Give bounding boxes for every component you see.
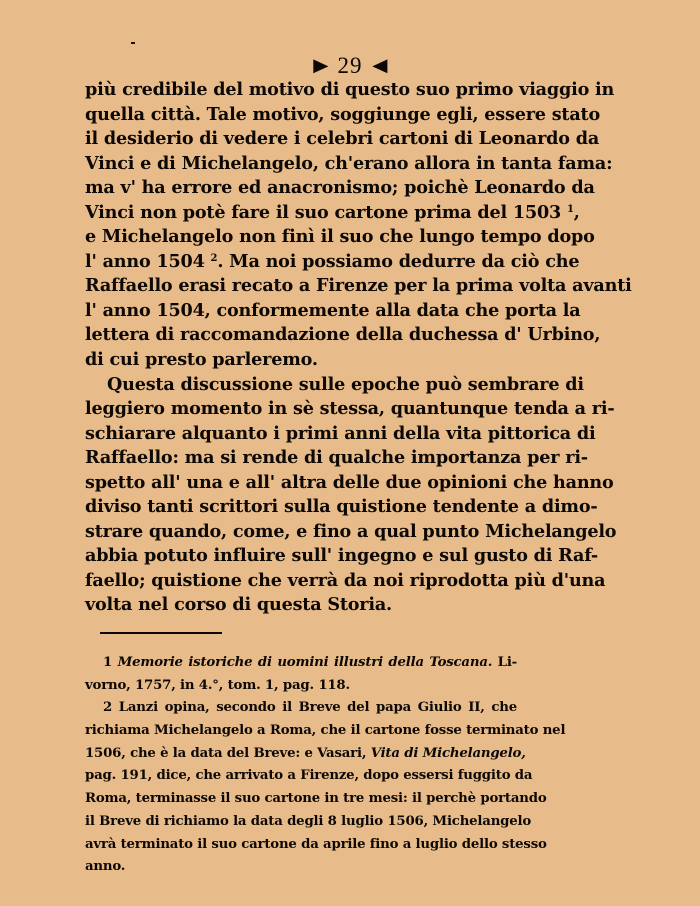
text-line: di cui presto parleremo. (85, 349, 318, 371)
footnote-number: 1 (103, 655, 113, 670)
text-line: strare quando, come, e fino a qual punto Michelangelo (85, 520, 617, 542)
text-line: leggiero momento in sè stessa, quantunque tenda a ri- (85, 398, 615, 420)
footnote-text: Li- (492, 655, 518, 670)
main-text (85, 78, 632, 618)
footnote-text: Lanzi opina, secondo il Breve del papa Giulio II, che (118, 700, 517, 716)
footnote-ref: 1 (567, 203, 574, 215)
text-line-content: l' anno 1504 (85, 250, 205, 272)
right-ornament-icon: ◀ (371, 55, 388, 76)
text-line: ma v' ha errore ed anacronismo; poichè Leonardo da (85, 177, 595, 199)
text-line: diviso tanti scrittori sulla quistione tendente a dimo- (85, 496, 598, 518)
text-line-content: . Ma noi possiamo dedurre da ciò che (217, 250, 580, 272)
footnote-line: pag. 191, dice, che arrivato a Firenze, dopo essersi fuggito da (85, 768, 533, 784)
text-line: più credibile del motivo di questo suo primo viaggio in (85, 79, 615, 100)
footnote-number: 2 (103, 700, 113, 716)
text-line: spetto all' una e all' altra delle due opinioni che hanno (85, 471, 614, 493)
footnotes (85, 652, 566, 879)
footnote-line: avrà terminato il suo cartone da aprile fino a luglio dello stesso (85, 836, 547, 852)
footnote-divider (100, 632, 222, 634)
footnote-text: 1506, che è la data del Breve: e Vasari, (85, 745, 367, 761)
left-ornament-icon: ▶ (312, 55, 329, 76)
text-line: Questa discussione sulle epoche può sembrare di (107, 373, 584, 395)
footnote-line: Roma, terminasse il suo cartone in tre mesi: il perchè portando (85, 791, 547, 807)
footnote-line: vorno, 1757, in 4.°, tom. 1, pag. 118. (85, 677, 350, 693)
text-line (85, 250, 580, 275)
text-line: faello; quistione che verrà da noi riprodotta più d'una (85, 569, 606, 591)
footnote-line: il Breve di richiamo la data degli 8 luglio 1506, Michelangelo (85, 813, 532, 829)
footnote-title: Vita di Michelangelo, (370, 745, 526, 761)
text-line (85, 201, 580, 226)
footnote-line: anno. (85, 859, 126, 875)
text-line: l' anno 1504, conformemente alla data che porta la (85, 299, 581, 321)
text-line: quella città. Tale motivo, soggiunge egli, essere stato (85, 103, 600, 125)
text-line-punct: , (573, 201, 580, 223)
footnote-ref: 2 (210, 252, 218, 264)
footnote-line (85, 652, 517, 675)
text-line: abbia potuto influire sull' ingegno e sul gusto di Raf- (85, 545, 599, 567)
ink-speck (131, 42, 135, 44)
text-line: il desiderio di vedere i celebri cartoni di Leonardo da (85, 128, 600, 150)
text-line: Raffaello: ma si rende di qualche importanza per ri- (85, 447, 588, 469)
footnote-line: richiama Michelangelo a Roma, che il cartone fosse terminato nel (85, 723, 566, 739)
page-header (0, 52, 700, 80)
text-line: schiarare alquanto i primi anni della vita pittorica di (85, 422, 596, 444)
footnote-title: Memorie istoriche di uomini illustri della Toscana. (117, 655, 493, 670)
text-line: lettera di raccomandazione della duchessa d' Urbino, (85, 324, 601, 346)
text-line: Vinci e di Michelangelo, ch'erano allora in tanta fama: (85, 152, 613, 174)
footnote-line (85, 697, 517, 720)
text-line-content: Vinci non potè fare il suo cartone prima del 1503 (85, 201, 562, 223)
text-line: volta nel corso di questa Storia. (85, 594, 392, 616)
footnote-line (85, 743, 526, 766)
page-number: 29 (337, 53, 363, 78)
text-line: e Michelangelo non finì il suo che lungo tempo dopo (85, 226, 595, 248)
text-line: Raffaello erasi recato a Firenze per la prima volta avanti (85, 275, 632, 297)
